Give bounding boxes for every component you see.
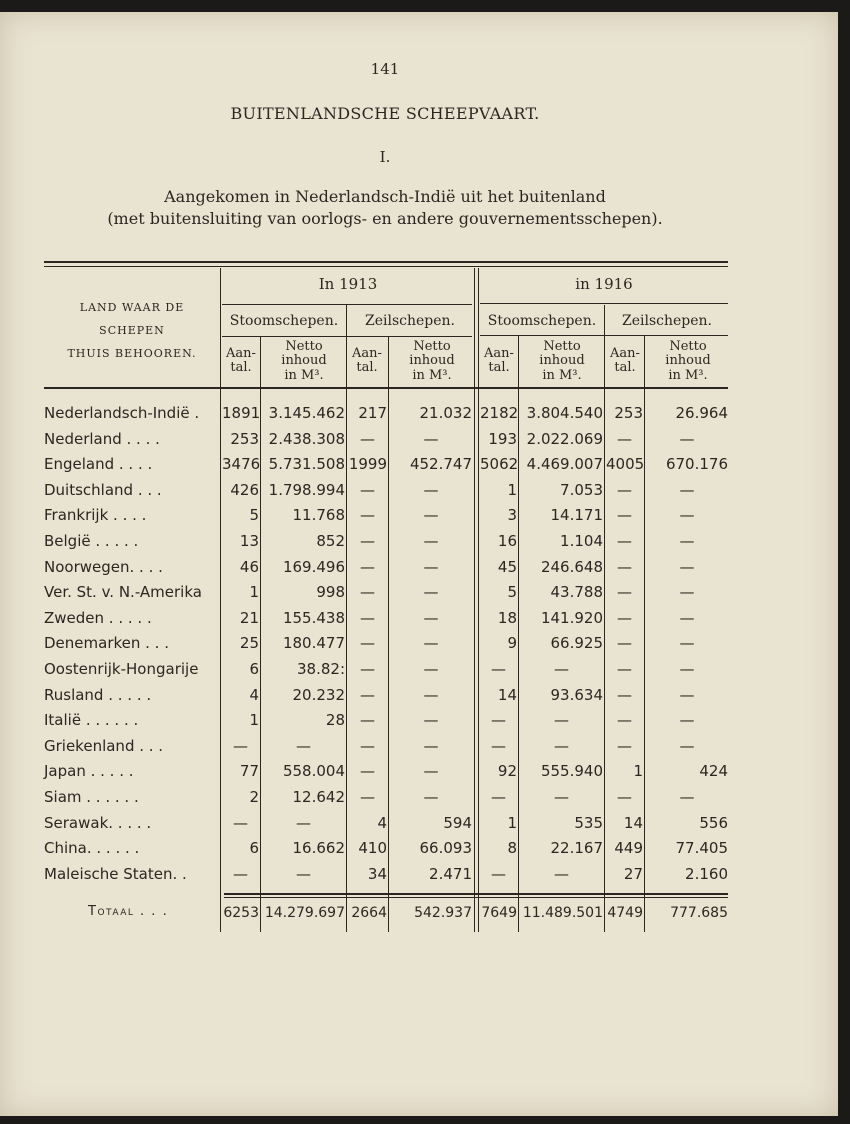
total-s13-netto: 14.279.697 — [264, 905, 345, 921]
row-cell-s13n: 558.004 — [282, 762, 345, 780]
row-country: Zweden . . . . . — [44, 609, 152, 627]
netto-label-1: Netto — [413, 339, 451, 354]
vline-s13 — [260, 336, 261, 932]
row-country: België . . . . . — [44, 532, 139, 550]
aantal-h1-1 — [222, 347, 260, 376]
row-cell-s16a: — — [491, 737, 506, 755]
row-cell-s16a: 1 — [507, 814, 517, 832]
row-cell-z16a: — — [617, 737, 632, 755]
aantal-label-2: tal. — [230, 360, 252, 376]
row-cell-z16n: — — [679, 430, 695, 448]
netto-label-2: inhoud — [665, 353, 711, 369]
row-cell-z16a: 253 — [614, 404, 643, 422]
row-cell-z13a: — — [360, 558, 375, 576]
row-cell-z16a: — — [617, 481, 632, 499]
row-cell-s13a: 21 — [239, 609, 259, 627]
row-cell-s13n: 12.642 — [292, 788, 345, 806]
netto-label-3: in M³. — [668, 367, 708, 383]
aantal-label-2: tal. — [614, 360, 636, 376]
row-cell-z13a: — — [360, 532, 375, 550]
vline-z13 — [388, 336, 389, 932]
row-cell-z13n: — — [423, 506, 439, 524]
row-cell-s16n: 4.469.007 — [526, 455, 603, 473]
total-z16-aantal: 4749 — [607, 905, 643, 921]
total-z13-netto: 542.937 — [414, 905, 472, 921]
row-cell-z13n: 21.032 — [419, 404, 472, 422]
row-cell-s13a: 4 — [249, 686, 259, 704]
row-cell-s13n: 169.496 — [282, 558, 345, 576]
row-cell-z13a: — — [360, 762, 375, 780]
aantal-label-2: tal. — [488, 360, 510, 376]
netto-label-3: in M³. — [284, 367, 324, 383]
row-cell-s13n: 28 — [325, 711, 345, 729]
row-cell-z16n: 2.160 — [685, 865, 728, 883]
row-cell-z13n: — — [423, 583, 439, 601]
row-country: China. . . . . . — [44, 839, 140, 857]
row-cell-z16n: 26.964 — [675, 404, 728, 422]
row-cell-z13n: 66.093 — [419, 839, 472, 857]
total-label: Totaal . . . — [88, 904, 169, 919]
row-cell-z13a: — — [360, 737, 375, 755]
row-cell-s16a: — — [491, 788, 506, 806]
row-cell-z13a: — — [360, 481, 375, 499]
row-cell-s16a: 92 — [497, 762, 517, 780]
aantal-h2-2 — [606, 347, 644, 376]
row-cell-z16n: — — [679, 609, 695, 627]
row-country: Denemarken . . . — [44, 634, 169, 652]
row-country: Duitschland . . . — [44, 481, 162, 499]
aantal-label-1: Aan- — [352, 346, 382, 361]
row-cell-z16a: 4005 — [606, 455, 645, 473]
row-cell-s13a: 1 — [249, 583, 259, 601]
row-cell-z13a: 34 — [367, 865, 387, 883]
row-cell-s13a: 3476 — [222, 455, 261, 473]
row-cell-s13a: 1891 — [222, 404, 261, 422]
netto-label-2: inhoud — [409, 353, 455, 369]
row-country: Maleische Staten. . — [44, 865, 187, 883]
row-cell-s13a: 6 — [249, 660, 259, 678]
row-cell-s16n: — — [554, 711, 569, 729]
total-rule-2 — [224, 897, 728, 898]
vline-s16 — [518, 336, 519, 932]
row-cell-s16a: 3 — [507, 506, 517, 524]
row-cell-z16n: — — [679, 788, 695, 806]
row-cell-z16n: — — [679, 583, 695, 601]
row-cell-s16a: — — [491, 865, 506, 883]
row-cell-z13a: — — [360, 506, 375, 524]
row-cell-z13n: — — [423, 558, 439, 576]
aantal-label-1: Aan- — [226, 346, 256, 361]
row-cell-s13a: 25 — [239, 634, 259, 652]
row-cell-z13a: — — [360, 609, 375, 627]
total-s16-netto: 11.489.501 — [522, 905, 603, 921]
row-cell-z16n: — — [679, 634, 695, 652]
netto-h1-2 — [390, 340, 474, 383]
total-z13-aantal: 2664 — [351, 905, 387, 921]
top-rule-2 — [44, 266, 728, 267]
row-cell-s13n: — — [296, 737, 311, 755]
row-cell-z16n: 424 — [699, 762, 728, 780]
row-country: Noorwegen. . . . — [44, 558, 163, 576]
row-cell-z16a: — — [617, 532, 632, 550]
row-cell-z16a: — — [617, 609, 632, 627]
row-cell-z16n: — — [679, 506, 695, 524]
row-cell-s13n: 38.82: — [297, 660, 345, 678]
row-cell-s13a: — — [233, 737, 248, 755]
row-cell-s13n: 5.731.508 — [268, 455, 345, 473]
row-cell-s16a: 5 — [507, 583, 517, 601]
row-cell-z16a: — — [617, 506, 632, 524]
row-cell-s13a: 77 — [239, 762, 259, 780]
row-cell-s13n: 16.662 — [292, 839, 345, 857]
total-s13-aantal: 6253 — [223, 905, 259, 921]
row-cell-z13n: — — [423, 430, 439, 448]
row-cell-s16a: 45 — [497, 558, 517, 576]
row-cell-s13a: 426 — [230, 481, 259, 499]
row-cell-z16n: — — [679, 660, 695, 678]
land-header-3: THUIS BEHOOREN. — [67, 347, 197, 360]
row-cell-s13a: 253 — [230, 430, 259, 448]
row-cell-s13n: 1.798.994 — [268, 481, 345, 499]
row-cell-z13n: — — [423, 532, 439, 550]
row-cell-s16n: 43.788 — [550, 583, 603, 601]
land-header-1: LAND WAAR DE — [79, 301, 185, 314]
row-cell-z13a: 217 — [358, 404, 387, 422]
row-cell-s16a: 9 — [507, 634, 517, 652]
row-cell-s13a: 5 — [249, 506, 259, 524]
page-title: BUITENLANDSCHE SCHEEPVAART. — [230, 104, 540, 123]
row-cell-z13n: 2.471 — [429, 865, 472, 883]
row-cell-z13a: 410 — [358, 839, 387, 857]
row-cell-z13n: — — [423, 788, 439, 806]
page-number: 141 — [370, 60, 400, 78]
row-cell-z16a: 14 — [623, 814, 643, 832]
row-cell-s13a: 46 — [239, 558, 259, 576]
aantal-h2-1 — [480, 347, 518, 376]
aantal-h1-2 — [348, 347, 386, 376]
row-cell-z16a: — — [617, 711, 632, 729]
row-country: Griekenland . . . — [44, 737, 164, 755]
row-cell-s16a: 8 — [507, 839, 517, 857]
row-cell-s16a: 14 — [497, 686, 517, 704]
aantal-label-1: Aan- — [610, 346, 640, 361]
row-cell-z16n: 77.405 — [675, 839, 728, 857]
row-cell-s13n: 155.438 — [282, 609, 345, 627]
row-cell-z16n: — — [679, 532, 695, 550]
row-cell-z13a: — — [360, 711, 375, 729]
row-cell-s16a: — — [491, 711, 506, 729]
row-cell-z16a: — — [617, 583, 632, 601]
row-cell-s16n: — — [554, 737, 569, 755]
row-cell-z13n: — — [423, 686, 439, 704]
row-cell-s13a: 13 — [239, 532, 259, 550]
header-bottom-rule — [44, 387, 728, 389]
row-cell-z13n: — — [423, 634, 439, 652]
stoom-1913: Stoomschepen. — [229, 313, 339, 329]
row-cell-z16a: — — [617, 788, 632, 806]
row-country: Ver. St. v. N.-Amerika — [44, 583, 202, 601]
row-cell-s16n: 246.648 — [540, 558, 603, 576]
row-cell-z16a: 1 — [633, 762, 643, 780]
netto-label-2: inhoud — [281, 353, 327, 369]
row-country: Oostenrijk-Hongarije — [44, 660, 199, 678]
vline-year-a — [474, 268, 475, 932]
zeil-1916: Zeilschepen. — [621, 313, 712, 329]
row-cell-s16n: 141.920 — [540, 609, 603, 627]
row-cell-z16n: — — [679, 737, 695, 755]
aantal-label-2: tal. — [356, 360, 378, 376]
row-cell-z13n: 452.747 — [409, 455, 472, 473]
total-rule-1 — [224, 893, 728, 895]
year-rule-2 — [480, 303, 728, 304]
row-cell-s16a: — — [491, 660, 506, 678]
row-cell-s16n: — — [554, 660, 569, 678]
vline-z16 — [644, 336, 645, 932]
row-cell-s13n: 20.232 — [292, 686, 345, 704]
subtitle-line-2: (met buitensluiting van oorlogs- en andere gouvernementsschepen). — [107, 209, 663, 228]
stoom-1916: Stoomschepen. — [487, 313, 597, 329]
row-cell-s16n: 66.925 — [550, 634, 603, 652]
row-country: Italië . . . . . . — [44, 711, 139, 729]
row-cell-z16n: 556 — [699, 814, 728, 832]
netto-h2-2 — [646, 340, 730, 383]
netto-label-1: Netto — [543, 339, 581, 354]
row-country: Rusland . . . . . — [44, 686, 152, 704]
section-number: I. — [379, 148, 391, 166]
year-rule-1 — [222, 304, 472, 305]
row-cell-z16n: — — [679, 686, 695, 704]
row-cell-z16n: 670.176 — [665, 455, 728, 473]
row-cell-s16a: 16 — [497, 532, 517, 550]
row-cell-s16n: 1.104 — [560, 532, 603, 550]
row-cell-s13n: — — [296, 814, 311, 832]
row-cell-z13n: — — [423, 609, 439, 627]
row-cell-s16a: 1 — [507, 481, 517, 499]
row-cell-s16n: 535 — [574, 814, 603, 832]
year-1913: In 1913 — [318, 275, 378, 293]
row-cell-s13n: — — [296, 865, 311, 883]
subtitle-line-1: Aangekomen in Nederlandsch-Indië uit het buitenland — [164, 187, 606, 206]
land-header-2: SCHEPEN — [99, 324, 165, 337]
row-cell-z16a: 27 — [623, 865, 643, 883]
row-cell-s13n: 3.145.462 — [268, 404, 345, 422]
total-s16-aantal: 7649 — [481, 905, 517, 921]
netto-label-3: in M³. — [542, 367, 582, 383]
netto-label-2: inhoud — [539, 353, 585, 369]
row-cell-z16n: — — [679, 711, 695, 729]
row-cell-s13a: 1 — [249, 711, 259, 729]
row-cell-s16a: 5062 — [480, 455, 519, 473]
row-cell-z13a: — — [360, 686, 375, 704]
row-cell-s13n: 998 — [316, 583, 345, 601]
netto-h1-1 — [262, 340, 346, 383]
row-cell-z16a: — — [617, 660, 632, 678]
row-cell-z16a: — — [617, 686, 632, 704]
row-cell-z13a: 4 — [377, 814, 387, 832]
row-cell-z13a: — — [360, 788, 375, 806]
row-country: Japan . . . . . — [44, 762, 134, 780]
row-cell-s13n: 180.477 — [282, 634, 345, 652]
row-cell-z16a: 449 — [614, 839, 643, 857]
row-cell-s16n: 7.053 — [560, 481, 603, 499]
row-country: Nederland . . . . — [44, 430, 160, 448]
total-z16-netto: 777.685 — [670, 905, 728, 921]
row-cell-z13n: — — [423, 660, 439, 678]
row-cell-z16a: — — [617, 634, 632, 652]
row-cell-s16n: 555.940 — [540, 762, 603, 780]
row-country: Siam . . . . . . — [44, 788, 139, 806]
vline-mid13 — [346, 305, 347, 932]
row-cell-z13n: — — [423, 481, 439, 499]
row-cell-z16a: — — [617, 558, 632, 576]
row-cell-s16a: 2182 — [480, 404, 519, 422]
zeil-1913: Zeilschepen. — [364, 313, 455, 329]
row-cell-z13n: — — [423, 762, 439, 780]
row-cell-s16a: 18 — [497, 609, 517, 627]
row-cell-s13a: 2 — [249, 788, 259, 806]
netto-label-1: Netto — [285, 339, 323, 354]
row-cell-z13a: — — [360, 660, 375, 678]
row-cell-s16a: 193 — [488, 430, 517, 448]
row-cell-s13n: 2.438.308 — [268, 430, 345, 448]
row-cell-s13n: 852 — [316, 532, 345, 550]
netto-label-1: Netto — [669, 339, 707, 354]
vline-year-b — [478, 268, 479, 932]
row-cell-s16n: 2.022.069 — [526, 430, 603, 448]
row-cell-z13a: — — [360, 583, 375, 601]
row-cell-z13a: 1999 — [348, 455, 387, 473]
netto-label-3: in M³. — [412, 367, 452, 383]
row-country: Engeland . . . . — [44, 455, 153, 473]
row-cell-s13n: 11.768 — [292, 506, 345, 524]
vline-mid16 — [604, 305, 605, 932]
row-cell-z13n: 594 — [443, 814, 472, 832]
netto-h2-1 — [520, 340, 604, 383]
row-cell-s16n: — — [554, 865, 569, 883]
year-1916: in 1916 — [575, 275, 633, 293]
row-cell-s13a: — — [233, 814, 248, 832]
row-country: Serawak. . . . . — [44, 814, 152, 832]
row-cell-s13a: 6 — [249, 839, 259, 857]
row-cell-s16n: — — [554, 788, 569, 806]
row-cell-z13n: — — [423, 711, 439, 729]
row-cell-z16n: — — [679, 558, 695, 576]
vline-label — [220, 268, 221, 932]
row-cell-z13n: — — [423, 737, 439, 755]
row-cell-s16n: 14.171 — [550, 506, 603, 524]
row-cell-s16n: 3.804.540 — [526, 404, 603, 422]
row-cell-s13a: — — [233, 865, 248, 883]
row-country: Nederlandsch-Indië . — [44, 404, 200, 422]
row-cell-z13a: — — [360, 634, 375, 652]
row-cell-s16n: 93.634 — [550, 686, 603, 704]
row-country: Frankrijk . . . . — [44, 506, 147, 524]
row-cell-z16a: — — [617, 430, 632, 448]
row-cell-s16n: 22.167 — [550, 839, 603, 857]
top-rule — [44, 261, 728, 263]
aantal-label-1: Aan- — [484, 346, 514, 361]
row-cell-z13a: — — [360, 430, 375, 448]
row-cell-z16n: — — [679, 481, 695, 499]
